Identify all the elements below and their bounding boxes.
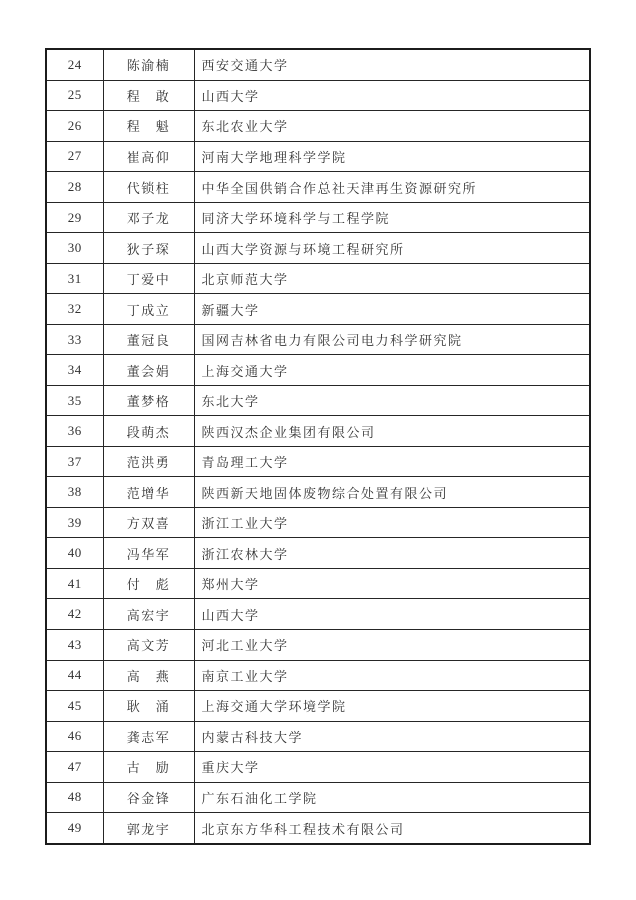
institution-cell: 同济大学环境科学与工程学院 xyxy=(194,202,590,233)
institution-cell: 中华全国供销合作总社天津再生资源研究所 xyxy=(194,172,590,203)
institution-cell: 东北大学 xyxy=(194,385,590,416)
table-row xyxy=(46,599,590,630)
table-row xyxy=(46,629,590,660)
institution-cell: 上海交通大学 xyxy=(194,355,590,386)
row-number-cell: 35 xyxy=(46,385,103,416)
institution-cell: 北京师范大学 xyxy=(194,263,590,294)
name-cell: 谷金锋 xyxy=(103,782,194,813)
name-cell: 狄子琛 xyxy=(103,233,194,264)
table-row xyxy=(46,202,590,233)
name-cell: 程 敢 xyxy=(103,80,194,111)
name-cell: 高宏宇 xyxy=(103,599,194,630)
table-row xyxy=(46,263,590,294)
table-row xyxy=(46,752,590,783)
row-number-cell: 25 xyxy=(46,80,103,111)
name-cell: 程 魁 xyxy=(103,111,194,142)
table-row xyxy=(46,141,590,172)
table-row xyxy=(46,49,590,80)
table-row xyxy=(46,233,590,264)
table-row xyxy=(46,294,590,325)
institution-cell: 浙江工业大学 xyxy=(194,507,590,538)
participants-table xyxy=(45,48,591,845)
name-cell: 邓子龙 xyxy=(103,202,194,233)
institution-cell: 青岛理工大学 xyxy=(194,446,590,477)
name-cell: 董梦格 xyxy=(103,385,194,416)
institution-cell: 新疆大学 xyxy=(194,294,590,325)
row-number-cell: 38 xyxy=(46,477,103,508)
row-number-cell: 42 xyxy=(46,599,103,630)
institution-cell: 浙江农林大学 xyxy=(194,538,590,569)
institution-cell: 上海交通大学环境学院 xyxy=(194,691,590,722)
institution-cell: 郑州大学 xyxy=(194,568,590,599)
table-row xyxy=(46,172,590,203)
institution-cell: 东北农业大学 xyxy=(194,111,590,142)
name-cell: 崔高仰 xyxy=(103,141,194,172)
row-number-cell: 46 xyxy=(46,721,103,752)
table-row xyxy=(46,507,590,538)
name-cell: 龚志军 xyxy=(103,721,194,752)
table-row xyxy=(46,721,590,752)
row-number-cell: 24 xyxy=(46,49,103,80)
row-number-cell: 45 xyxy=(46,691,103,722)
institution-cell: 山西大学资源与环境工程研究所 xyxy=(194,233,590,264)
name-cell: 付 彪 xyxy=(103,568,194,599)
row-number-cell: 26 xyxy=(46,111,103,142)
institution-cell: 北京东方华科工程技术有限公司 xyxy=(194,813,590,844)
row-number-cell: 32 xyxy=(46,294,103,325)
institution-cell: 陕西新天地固体废物综合处置有限公司 xyxy=(194,477,590,508)
table-row xyxy=(46,660,590,691)
institution-cell: 山西大学 xyxy=(194,599,590,630)
institution-cell: 广东石油化工学院 xyxy=(194,782,590,813)
name-cell: 冯华军 xyxy=(103,538,194,569)
name-cell: 郭龙宇 xyxy=(103,813,194,844)
name-cell: 耿 涌 xyxy=(103,691,194,722)
row-number-cell: 36 xyxy=(46,416,103,447)
row-number-cell: 43 xyxy=(46,629,103,660)
institution-cell: 重庆大学 xyxy=(194,752,590,783)
row-number-cell: 44 xyxy=(46,660,103,691)
table-row xyxy=(46,538,590,569)
institution-cell: 河南大学地理科学学院 xyxy=(194,141,590,172)
name-cell: 陈渝楠 xyxy=(103,49,194,80)
row-number-cell: 37 xyxy=(46,446,103,477)
name-cell: 丁爱中 xyxy=(103,263,194,294)
institution-cell: 南京工业大学 xyxy=(194,660,590,691)
table-body xyxy=(46,49,590,844)
row-number-cell: 39 xyxy=(46,507,103,538)
institution-cell: 陕西汉杰企业集团有限公司 xyxy=(194,416,590,447)
table-row xyxy=(46,446,590,477)
row-number-cell: 49 xyxy=(46,813,103,844)
name-cell: 范增华 xyxy=(103,477,194,508)
row-number-cell: 48 xyxy=(46,782,103,813)
name-cell: 范洪勇 xyxy=(103,446,194,477)
name-cell: 古 励 xyxy=(103,752,194,783)
institution-cell: 河北工业大学 xyxy=(194,629,590,660)
name-cell: 代锁柱 xyxy=(103,172,194,203)
row-number-cell: 27 xyxy=(46,141,103,172)
row-number-cell: 40 xyxy=(46,538,103,569)
table-row xyxy=(46,477,590,508)
table-row xyxy=(46,385,590,416)
table-row xyxy=(46,111,590,142)
row-number-cell: 28 xyxy=(46,172,103,203)
name-cell: 丁成立 xyxy=(103,294,194,325)
row-number-cell: 41 xyxy=(46,568,103,599)
table-row xyxy=(46,813,590,844)
table-row xyxy=(46,80,590,111)
institution-cell: 内蒙古科技大学 xyxy=(194,721,590,752)
table-row xyxy=(46,324,590,355)
name-cell: 段萌杰 xyxy=(103,416,194,447)
name-cell: 高文芳 xyxy=(103,629,194,660)
name-cell: 方双喜 xyxy=(103,507,194,538)
table-row xyxy=(46,782,590,813)
row-number-cell: 34 xyxy=(46,355,103,386)
table-row xyxy=(46,568,590,599)
name-cell: 高 燕 xyxy=(103,660,194,691)
row-number-cell: 33 xyxy=(46,324,103,355)
table-row xyxy=(46,416,590,447)
name-cell: 董会娟 xyxy=(103,355,194,386)
institution-cell: 国网吉林省电力有限公司电力科学研究院 xyxy=(194,324,590,355)
row-number-cell: 31 xyxy=(46,263,103,294)
institution-cell: 山西大学 xyxy=(194,80,590,111)
row-number-cell: 30 xyxy=(46,233,103,264)
table-row xyxy=(46,355,590,386)
table-row xyxy=(46,691,590,722)
institution-cell: 西安交通大学 xyxy=(194,49,590,80)
row-number-cell: 47 xyxy=(46,752,103,783)
row-number-cell: 29 xyxy=(46,202,103,233)
name-cell: 董冠良 xyxy=(103,324,194,355)
